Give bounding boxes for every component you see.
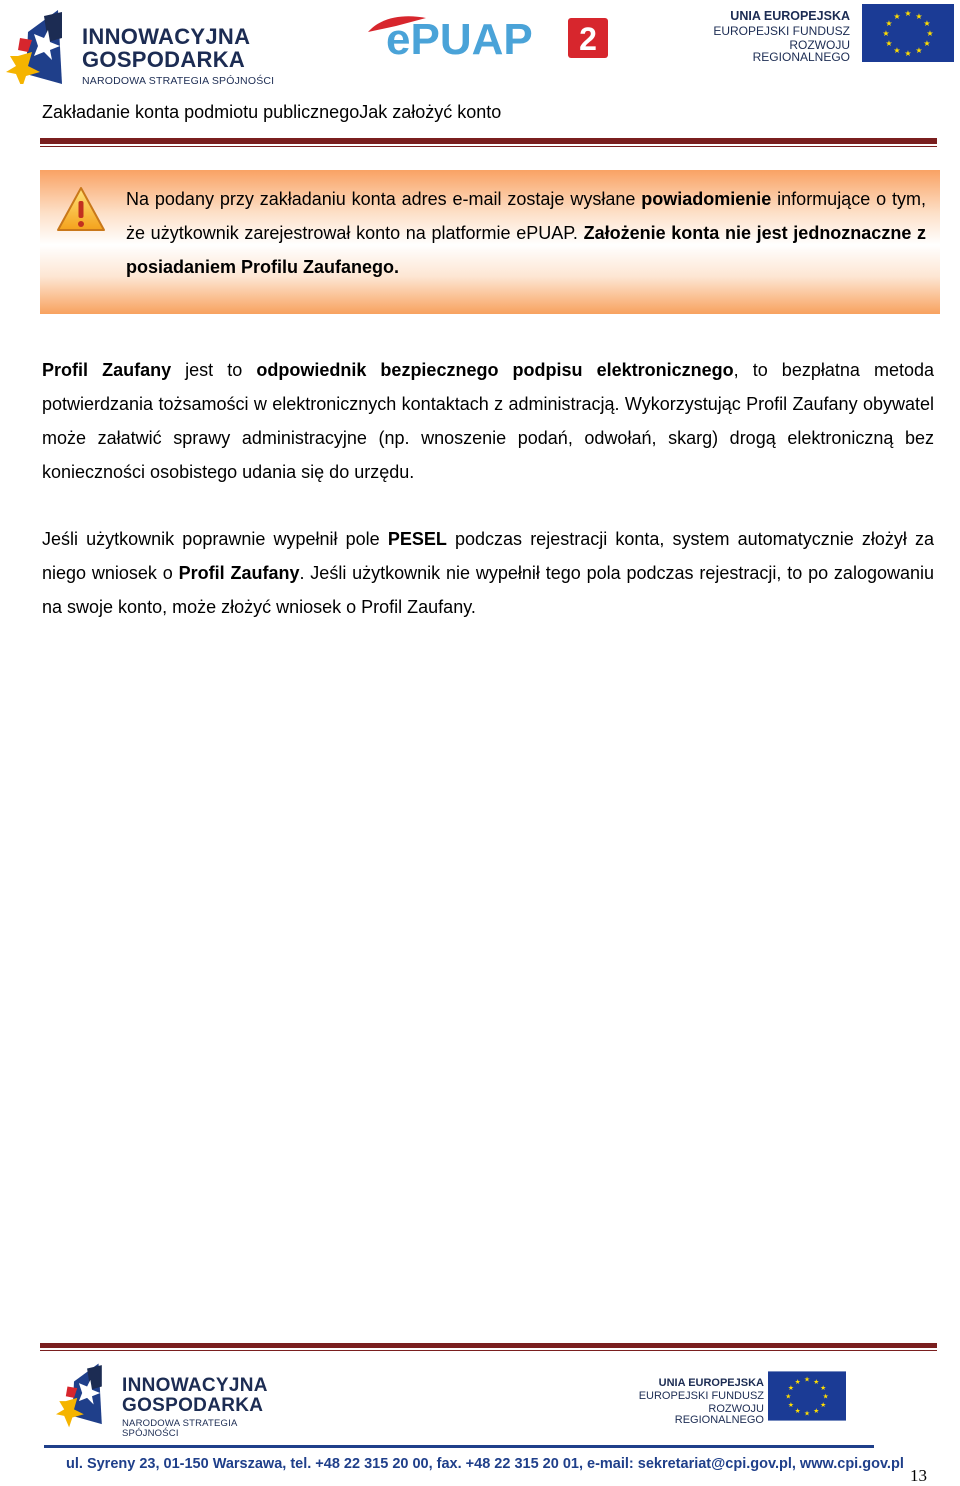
para2-text1: Jeśli użytkownik poprawnie wypełnił pole <box>42 529 388 549</box>
footer-address: ul. Syreny 23, 01-150 Warszawa, tel. +48 22 315 20 00, fax. +48 22 315 20 01, e-mail: sekretariat@cpi.gov.pl, www.cpi.gov.pl <box>66 1456 904 1472</box>
footer-ue-logo-line1: UNIA EUROPEJSKA <box>658 1377 764 1389</box>
page-number: 13 <box>910 1466 927 1485</box>
warning-text-part1: Na podany przy zakładaniu konta adres e-mail zostaje wysłane <box>126 189 642 209</box>
footer-divider <box>40 1343 937 1348</box>
svg-text:★: ★ <box>822 1392 829 1401</box>
warning-callout <box>40 170 940 314</box>
svg-text:★: ★ <box>915 12 923 21</box>
epuap-logo-text: ePUAP <box>386 15 533 60</box>
pesel-paragraph <box>42 522 934 624</box>
warning-text <box>126 182 926 284</box>
ue-logo-line2: EUROPEJSKI FUNDUSZ <box>713 23 850 38</box>
innowacyjna-gospodarka-mark-icon <box>6 8 72 84</box>
svg-text:★: ★ <box>803 1409 811 1418</box>
para1-text1: jest to <box>171 360 257 380</box>
svg-text:★: ★ <box>885 39 893 48</box>
para2-text3: . Jeśli użytkownik nie wypełnił tego pola podczas rejestracji, to po zalogowaniu na swoje konto, może złożyć wniosek o Profil Zaufany. <box>42 563 935 617</box>
footer-innowacyjna-gospodarka-mark-icon <box>56 1358 110 1428</box>
footer-ig-logo-line1: INNOWACYJNA <box>122 1375 268 1396</box>
warning-icon <box>56 186 106 232</box>
header-divider-thin <box>40 146 937 147</box>
svg-text:★: ★ <box>904 49 912 58</box>
svg-text:★: ★ <box>820 1384 827 1393</box>
header-divider <box>40 138 937 144</box>
epuap-badge-text: 2 <box>579 21 597 57</box>
footer-ig-logo-line2: GOSPODARKA <box>122 1395 264 1416</box>
ue-logo-line1: UNIA EUROPEJSKA <box>730 9 850 23</box>
svg-text:★: ★ <box>926 29 934 38</box>
footer-eu-flag-icon <box>768 1370 846 1422</box>
svg-text:★: ★ <box>803 1375 811 1384</box>
svg-text:★: ★ <box>794 1406 801 1415</box>
svg-text:★: ★ <box>787 1384 794 1393</box>
svg-text:★: ★ <box>904 9 912 18</box>
para1-text2: , to bezpłatna metoda potwierdzania tożsamości w elektronicznych kontaktach z administracją. Wykorzystując Profil Zaufany obywatel może załatwić sprawy administracyjne (np. wnoszenie podań, odwołań, skarg) drogą elektroniczną bez konieczności osobistego udania się do urzędu. <box>42 360 934 482</box>
eu-flag-icon <box>862 4 954 62</box>
epuap-logo <box>366 12 610 60</box>
trusted-profile-paragraph <box>42 353 934 489</box>
ig-logo-line2: GOSPODARKA <box>82 47 246 72</box>
footer-ig-logo-line3: NARODOWA STRATEGIA SPÓJNOŚCI <box>122 1418 237 1439</box>
svg-text:★: ★ <box>787 1401 794 1410</box>
svg-text:★: ★ <box>923 39 931 48</box>
svg-text:★: ★ <box>923 19 931 28</box>
ig-logo-line3: NARODOWA STRATEGIA SPÓJNOŚCI <box>82 75 275 87</box>
footer-innowacyjna-gospodarka-logo <box>56 1358 296 1439</box>
footer-eu-regional-fund-logo <box>620 1370 848 1424</box>
warning-bold-note: Założenie konta nie jest jednoznaczne z posiadaniem Profilu Zaufanego. <box>126 223 926 277</box>
footer-ue-logo-line2: EUROPEJSKI FUNDUSZ <box>638 1390 764 1402</box>
svg-text:★: ★ <box>893 46 901 55</box>
svg-text:★: ★ <box>915 46 923 55</box>
para2-text2: podczas rejestracji konta, system automatycznie złożył za niego wniosek o <box>42 529 935 583</box>
svg-text:★: ★ <box>813 1406 820 1415</box>
svg-text:★: ★ <box>820 1401 827 1410</box>
warning-bold-notification: powiadomienie <box>641 189 772 209</box>
document-title: Zakładanie konta podmiotu publicznegoJak założyć konto <box>42 102 502 122</box>
epuap-logo-graphic <box>366 12 610 60</box>
svg-text:★: ★ <box>882 29 890 38</box>
svg-text:★: ★ <box>785 1392 792 1401</box>
warning-text-part2: informujące o tym, że użytkownik zarejestrował konto na platformie ePUAP. <box>126 189 926 243</box>
svg-text:★: ★ <box>794 1378 801 1387</box>
svg-text:★: ★ <box>813 1378 820 1387</box>
svg-text:★: ★ <box>893 12 901 21</box>
signature-equivalent-term: odpowiednik bezpiecznego podpisu elektronicznego <box>256 360 734 380</box>
ig-logo-line1: INNOWACYJNA <box>82 24 251 49</box>
pesel-term: PESEL <box>387 529 447 549</box>
footer-address-divider <box>44 1445 874 1448</box>
ue-logo-line3: ROZWOJU REGIONALNEGO <box>752 37 850 64</box>
trusted-profile-term: Profil Zaufany <box>42 360 172 380</box>
trusted-profile-term-2: Profil Zaufany <box>178 563 300 583</box>
footer-ue-logo-line3: ROZWOJU REGIONALNEGO <box>674 1403 764 1426</box>
svg-text:★: ★ <box>885 19 893 28</box>
innowacyjna-gospodarka-logo <box>6 8 276 87</box>
eu-regional-fund-logo <box>690 4 956 62</box>
footer-divider-thin <box>40 1350 937 1351</box>
